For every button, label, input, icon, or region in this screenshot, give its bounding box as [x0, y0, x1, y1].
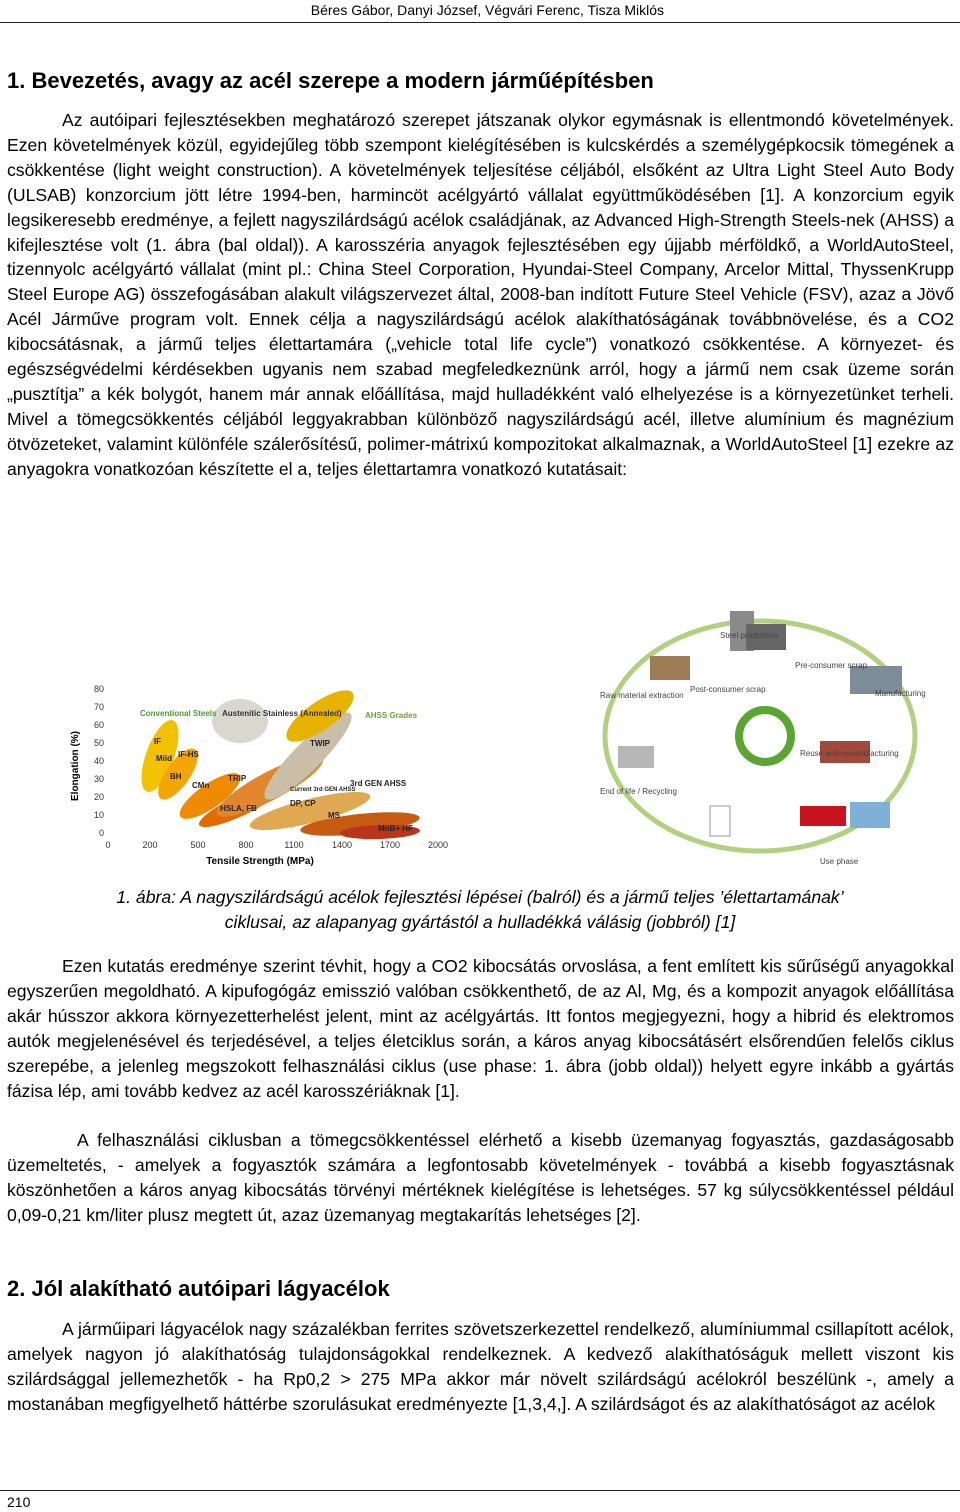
label-austenitic: Austenitic Stainless (Annealed) — [222, 709, 342, 718]
section-1-paragraph: Az autóipari fejlesztésekben meghatározó szerepet játszanak olykor egymásnak is ellentmondó követelmények. Ezen követelmények közül, egyidejűleg több szempont kielégítésében is kulcskérdés a személygépkocsik tömegének a csökkentése (light weight construction). A követelmények teljesítése céljából, elsőként az Ultra Light Steel Auto Body (ULSAB) konzorcium jött létre 1994-ben, harmincöt acélgyártó vállalat együttműködésében [1]. A konzorcium egyik legsikeresebb eredménye, a fejlett nagyszilárdságú acélok családjának, az Advanced High-Strength Steels-nek (AHSS) a kifejlesztése volt (1. ábra (bal oldal)). A karosszéria anyagok fejlesztésében egy újjabb mérföldkő, a WorldAutoSteel, tizennyolc acélgyártó vállalat (mint pl.: China Steel Corporation, Hyundai-Steel Company, Arcelor Mittal, ThyssenKrupp Steel Europe AG) összefogásában alakult világszervezet által, 2008-ban indított Future Steel Vehicle (FSV), azaz a Jövő Acél Járműve program volt. Ennek célja a nagyszilárdságú acélok alakíthatóságának továbbnövelése, és a CO2 kibocsátásnak, a jármű teljes élettartamára („vehicle total life cycle”) vonatkozó csökkentése. A környezet- és egészségvédelmi kérdésekben ugyanis nem szabad megfeledkeznünk arról, hogy a jármű nem csak üzeme során „pusztítja” a kék bolygót, hanem már annak előállítása, majd hulladékként való elhelyezése is a környezetünket terheli. Mivel a tömegcsökkentés céljából leggyakrabban különböző nagyszilárdságú acél, illetve alumínium és magnézium ötvözeteket, valamint különféle szálerősítésű, polimer-mátrixú kompozitokat alkalmaznak, a WorldAutoSteel [1] ezekre az anyagokra vonatkozóan készítette el a, teljes élettartamra vonatkozó kutatásait: — [7, 110, 954, 479]
y-tick: 10 — [93, 810, 104, 820]
paragraph-2: Ezen kutatás eredménye szerint tévhit, hogy a CO2 kibocsátás orvoslása, a fent említett kis sűrűségű anyagokkal egyszerűen megoldható. A kipufogógáz emisszió valóban csökkenthető, de az Al, Mg, és a kompozit anyagok előállítása akár hússzor akkora környezetterhelést jelent, mint az acélgyártás. Itt fontos megjegyezni, hogy a hibrid és elektromos autók megjelenésével és terjedésével, a teljes életciklus során, a káros anyag kibocsátásért elsőrendűen felelős ciklus szerepébe, a jelenleg megszokott felhasználási ciklus (use phase: 1. ábra (jobb oldal)) helyett egyre inkább a gyártás fázisa lép, ami tovább kedvez az acél karosszériáknak [1]. — [7, 956, 954, 1101]
x-tick: 1100 — [284, 840, 304, 850]
label-current3: Current 3rd GEN AHSS — [290, 787, 356, 793]
label-gen3: 3rd GEN AHSS — [350, 779, 407, 788]
label-twip: TWIP — [310, 739, 330, 748]
x-tick: 1400 — [331, 840, 353, 850]
x-tick: 2000 — [427, 840, 449, 850]
label-conventional: Conventional Steels — [140, 709, 217, 718]
figure-caption-line-1: 1. ábra: A nagyszilárdságú acélok fejlesztési lépései (balról) és a jármű teljes ’élettartamának’ — [116, 887, 844, 907]
figure-1-graphic — [60, 606, 960, 876]
x-tick: 500 — [190, 840, 206, 850]
house-icon — [850, 802, 890, 828]
label-end-of-life: End of life / Recycling — [600, 787, 677, 796]
x-tick: 0 — [105, 840, 111, 850]
life-cycle-diagram — [600, 611, 926, 866]
y-tick: 30 — [93, 774, 104, 784]
y-tick: 50 — [93, 738, 104, 748]
label-ms: MS — [328, 811, 340, 820]
label-use-phase: Use phase — [820, 857, 859, 866]
car-icon — [800, 806, 846, 826]
ahss-chart — [70, 682, 454, 867]
x-tick: 200 — [142, 840, 158, 850]
label-cmn: CMn — [192, 781, 210, 790]
label-manufacturing: Manufacturing — [875, 689, 926, 698]
label-steel-production: Steel production — [720, 631, 778, 640]
x-tick: 1700 — [379, 840, 401, 850]
figure-caption-line-2: ciklusai, az alapanyag gyártástól a hulladékká válásig (jobbról) [1] — [224, 912, 736, 932]
wind-turbine-icon — [710, 806, 730, 836]
scrap-icon — [618, 746, 654, 768]
x-tick: 800 — [238, 840, 254, 850]
mine-icon — [650, 656, 690, 680]
figure-1 — [60, 606, 960, 876]
label-raw-material: Raw material extraction — [600, 691, 684, 700]
running-header: Béres Gábor, Danyi József, Végvári Ferenc, Tisza Miklós — [310, 2, 664, 18]
y-tick: 60 — [93, 720, 104, 730]
label-mnb: MnB+ HF — [378, 824, 413, 833]
y-tick: 20 — [93, 792, 104, 802]
label-reuse: Reuse and remanufacturing — [800, 749, 899, 758]
label-if: IF — [154, 737, 162, 746]
label-ahss: AHSS Grades — [365, 711, 418, 720]
label-post-consumer: Post-consumer scrap — [690, 685, 766, 694]
y-tick: 70 — [93, 702, 104, 712]
label-trip: TRIP — [228, 774, 247, 783]
paragraph-3: A felhasználási ciklusban a tömegcsökkentéssel elérhető a kisebb üzemanyag fogyasztás, gazdaságosabb üzemeltetés, - amelyek a fogyasztók számára a legfontosabb követelmények - továbbá a kisebb fogyasztásnak köszönhetően a káros anyag kibocsátás törvényi mértéknek kielégítése is lehetséges. 57 kg súlycsökkentéssel például 0,09-0,21 km/liter plusz megtett út, azaz üzemanyag megtakarítás lehetséges [2]. — [7, 1130, 954, 1225]
y-tick: 0 — [98, 828, 104, 838]
section-2-paragraph: A járműipari lágyacélok nagy százalékban ferrites szövetszerkezettel rendelkező, alumíniummal csillapított acélok, amelyek nagyon jó alakíthatóság tulajdonságokkal rendelkeznek. A kedvező alakíthatóságuk mellett viszont kis szilárdsággal jellemezhetők - ha Rp0,2 > 275 MPa akkor már növelt szilárdságú acélokról beszélünk -, amely a mostanában megfigyelhető háttérbe szorulásukat eredményezte [1,3,4,]. A szilárdságot és az alakíthatóságot az acélok — [7, 1319, 954, 1414]
label-dpcp: DP, CP — [290, 799, 316, 808]
y-axis-label: Elongation (%) — [70, 731, 81, 801]
section-2-title: 2. Jól alakítható autóipari lágyacélok — [7, 1276, 390, 1301]
label-ifhs: IF-HS — [178, 750, 199, 759]
label-mild: Mild — [156, 754, 172, 763]
x-axis-label: Tensile Strength (MPa) — [206, 856, 314, 867]
recycle-icon — [739, 710, 791, 762]
y-tick: 40 — [93, 756, 104, 766]
y-tick: 80 — [93, 684, 104, 694]
label-hsla: HSLA, FB — [220, 804, 257, 813]
footer-divider — [0, 1490, 960, 1491]
region-austenitic — [212, 699, 268, 743]
page-number: 210 — [7, 1494, 31, 1510]
label-pre-consumer: Pre-consumer scrap — [795, 661, 868, 670]
label-bh: BH — [170, 772, 182, 781]
section-1-title: 1. Bevezetés, avagy az acél szerepe a modern járműépítésben — [7, 68, 654, 93]
header-divider — [0, 22, 960, 23]
